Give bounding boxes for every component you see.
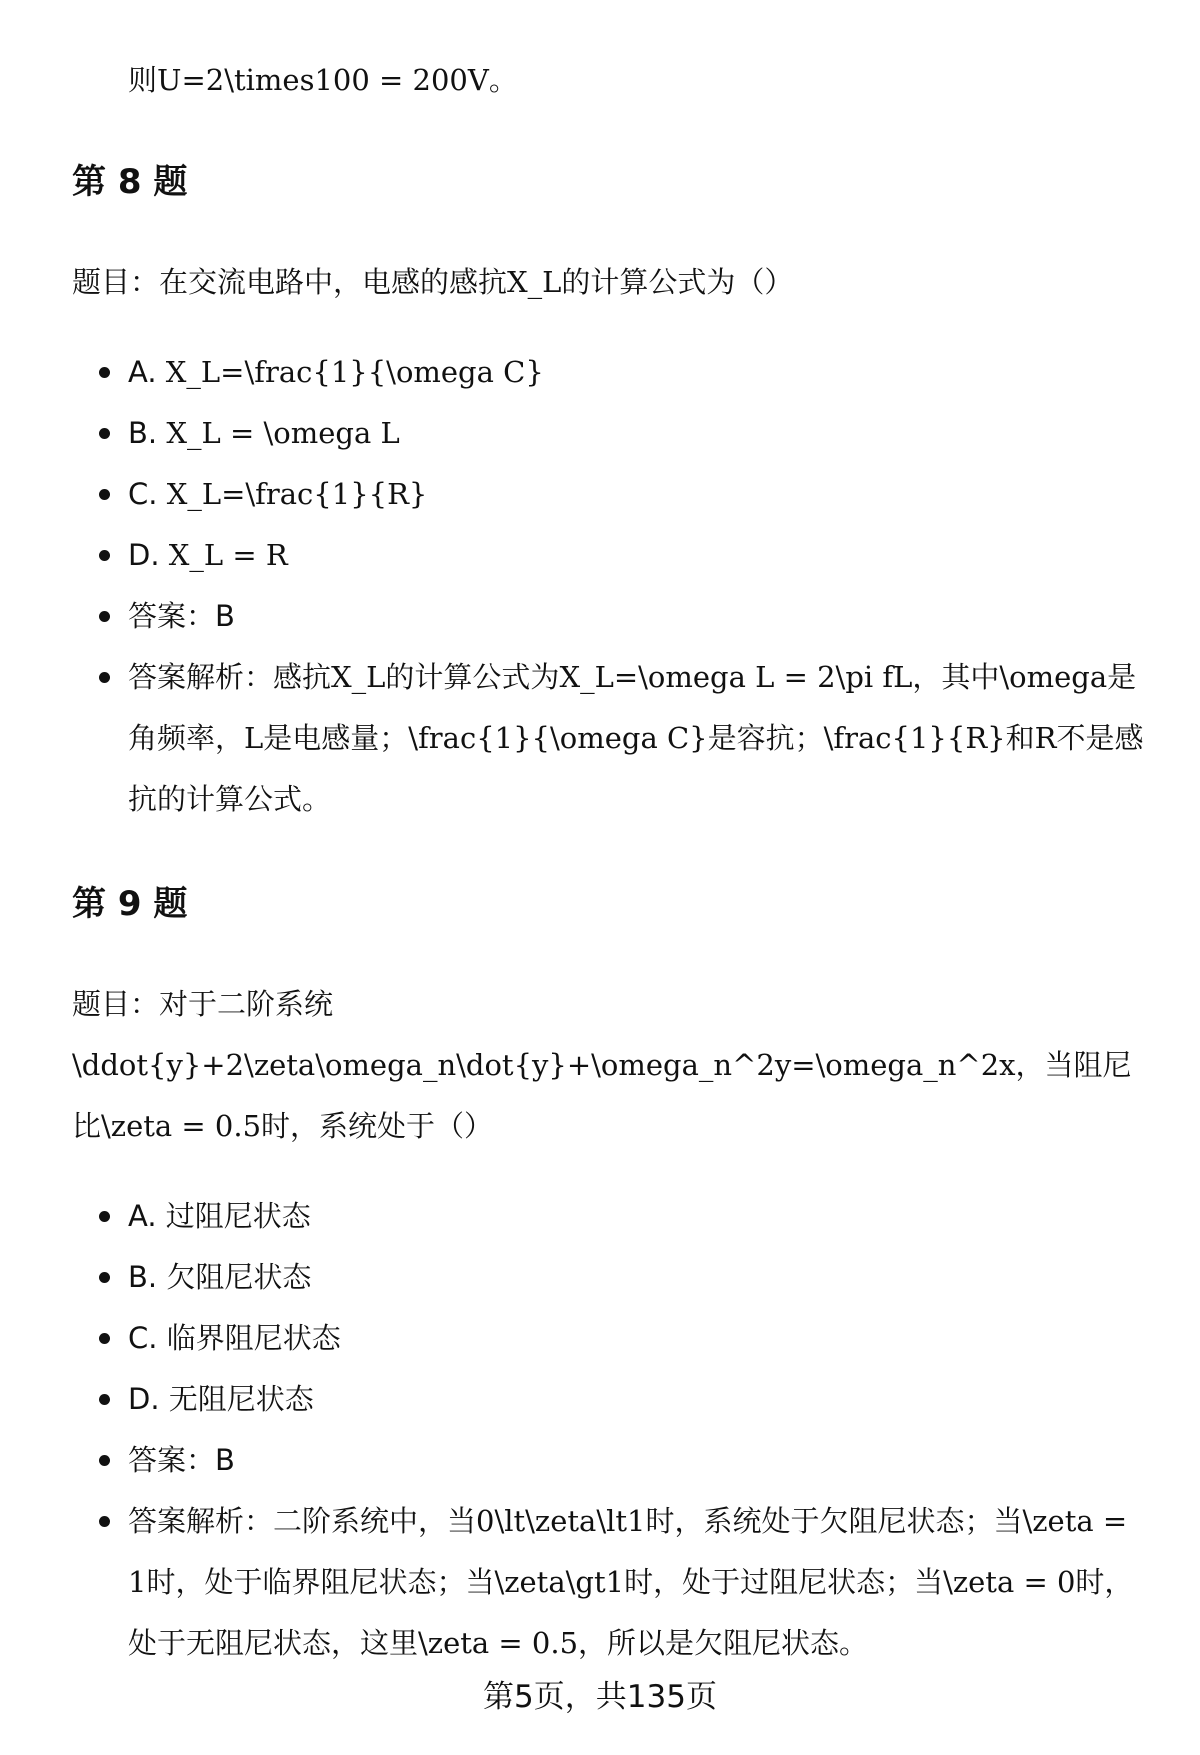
math-run: X_L=\omega L = 2\pi fL [559,660,913,694]
option-text: 欠阻尼状态 [166,1260,312,1294]
text-run: 答案解析：二阶系统中，当 [128,1504,477,1538]
answer-item [72,1430,1152,1491]
math-run: R [1034,721,1057,755]
option-text: 无阻尼状态 [168,1382,314,1416]
bullet-dot-icon [99,550,110,561]
math-run: \zeta = 1 [128,1504,1128,1599]
option-d [72,1369,1152,1430]
option-math: X_L = R [168,538,288,572]
math-run: L [244,721,264,755]
text-run: 。 [488,63,518,97]
math-run: \zeta = 0.5 [418,1626,579,1660]
explanation-item [72,647,1152,830]
option-letter: D. [128,1382,169,1416]
option-b [72,1247,1152,1308]
text-run: 则 [128,63,158,97]
option-math: X_L=\frac{1}{\omega C} [165,355,544,389]
option-text: 过阻尼状态 [165,1199,311,1233]
option-letter: B. [128,416,167,450]
text-run: 不是感抗的计算公式。 [128,721,1144,816]
bullet-dot-icon [99,428,110,439]
text-run: 时，处于无阻尼状态，这里 [128,1565,1134,1660]
math-run: \zeta = 0.5 [101,1109,262,1143]
text-run: 时，系统处于（） [261,1109,494,1143]
text-run: 时，处于临界阻尼状态；当 [146,1565,495,1599]
question-8-options [72,342,1152,830]
answer-item [72,586,1152,647]
math-run: X_L [331,660,386,694]
text-run: 题目：对于二阶系统 [72,987,334,1021]
question-8-heading: 第 8 题 [72,162,188,202]
math-run: U=2\times100 = 200V [157,63,489,97]
math-run: \omega [999,660,1108,694]
bullet-dot-icon [99,1455,110,1466]
option-letter: D. [128,538,169,572]
text-run: 和 [1005,721,1035,755]
math-run: X_L [507,265,562,299]
page-number-footer: 第5页，共135页 [483,1679,717,1715]
math-run: \ddot{y}+2\zeta\omega_n\dot{y}+\omega_n^2y=\omega_n^2x [72,1048,1016,1082]
text-run: 时，处于过阻尼状态；当 [624,1565,944,1599]
question-9-options [72,1186,1152,1674]
text-run: 答案解析：感抗 [128,660,332,694]
option-c [72,464,1152,525]
option-letter: B. [128,1260,167,1294]
bullet-dot-icon [99,367,110,378]
text-run: 是角频率， [128,660,1137,755]
math-run: \frac{1}{\omega C} [408,721,708,755]
option-b [72,403,1152,464]
question-9-stem [72,974,1152,1157]
text-run: 时，系统处于欠阻尼状态；当 [645,1504,1023,1538]
option-math: X_L = \omega L [166,416,400,450]
bullet-dot-icon [99,611,110,622]
bullet-dot-icon [99,489,110,500]
bullet-dot-icon [99,1333,110,1344]
math-run: \zeta\gt1 [494,1565,625,1599]
text-run: ，其中 [912,660,1000,694]
option-math: X_L=\frac{1}{R} [166,477,428,511]
bullet-dot-icon [99,1394,110,1405]
bullet-dot-icon [99,1516,110,1527]
text-run: 的计算公式为 [385,660,560,694]
option-d [72,525,1152,586]
option-a [72,342,1152,403]
bullet-dot-icon [99,1272,110,1283]
text-run: ，所以是欠阻尼状态。 [578,1626,869,1660]
option-a [72,1186,1152,1247]
text-run: 的计算公式为（） [561,265,794,299]
math-run: \zeta = 0 [943,1565,1076,1599]
text-run: 是电感量； [263,721,409,755]
option-text: 临界阻尼状态 [166,1321,341,1355]
option-letter: A. [128,1199,166,1233]
text-run: 是容抗； [707,721,824,755]
option-letter: C. [128,1321,167,1355]
question-8-stem [72,252,1152,313]
option-letter: A. [128,355,166,389]
math-run: \frac{1}{R} [823,721,1006,755]
text-run: ，当阻尼比 [72,1048,1132,1143]
math-run: 0\lt\zeta\lt1 [476,1504,646,1538]
previous-answer-continuation [128,56,518,104]
bullet-dot-icon [99,672,110,683]
answer-text: 答案：B [128,1443,235,1477]
bullet-dot-icon [99,1211,110,1222]
answer-text: 答案：B [128,599,235,633]
question-9-heading: 第 9 题 [72,884,188,924]
option-letter: C. [128,477,167,511]
option-c [72,1308,1152,1369]
explanation-item [72,1491,1152,1674]
text-run: 题目：在交流电路中，电感的感抗 [72,265,508,299]
